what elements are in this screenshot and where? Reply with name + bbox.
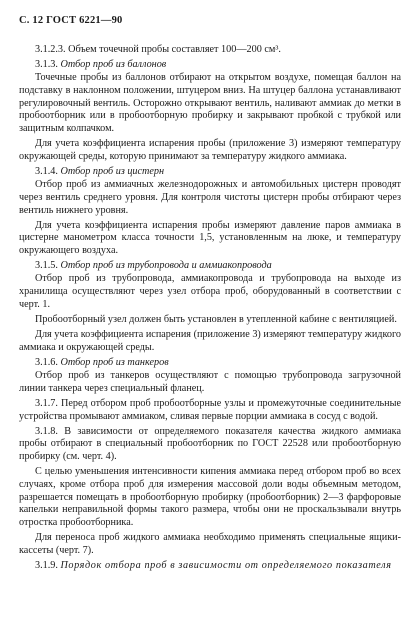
section-heading-3-1-6 (19, 357, 401, 370)
section-number: 3.1.5. (35, 260, 58, 272)
section-number: 3.1.9. (35, 559, 58, 571)
section-number: 3.1.4. (35, 166, 58, 177)
paragraph: Пробоотборный узел должен быть установлен в утепленной кабине с вентиляцией. (35, 313, 397, 325)
paragraph: Точечные пробы из баллонов отбирают на открытом воздухе, помещая баллон на подставку в наклонном положении, штуцером вниз. На штуцер баллона устанавливают регулировочный вентиль. Осторожно открывают вентиль, наливают аммиак до метки в пробоотборник или в пробоотборную пробирку и закрывают пробкой с трубкой или защитным колпачком. (19, 72, 401, 135)
page-header: С. 12 ГОСТ 6221—90 (19, 15, 123, 26)
section-heading-3-1-5 (19, 260, 401, 273)
paragraph: Отбор проб из танкеров осуществляют с помощью трубопровода загрузочной линии танкера через специальный фланец. (19, 370, 401, 394)
paragraph-3-1-2-3: 3.1.2.3. Объем точечной пробы составляет 100—200 см³. (35, 44, 281, 55)
paragraph-3-1-8: 3.1.8. В зависимости от определяемого показателя качества жидкого аммиака пробы отбирают в специальный пробоотборник по ГОСТ 22528 или пробоотборную пробирку (см. черт. 4). (19, 425, 401, 462)
paragraph: Для учета коэффициента испарения (приложение 3) измеряют температуру жидкого аммиака и окружающей среды. (19, 329, 401, 353)
section-number: 3.1.3. (35, 59, 58, 71)
paragraph: Для учета коэффициента испарения пробы (приложение 3) измеряют температуру окружающей среды, которую принимают за температуру жидкого аммиака. (19, 138, 401, 162)
section-title: Отбор проб из баллонов (60, 59, 167, 71)
section-title: Отбор проб из трубопровода и аммиакопровода (60, 260, 272, 272)
paragraph: Для учета коэффициента испарения пробы измеряют давление паров аммиака в цистерне манометром класса точности 1,5, установленным на люке, и температуру окружающего воздуха. (19, 219, 401, 257)
section-title: Отбор проб из танкеров (60, 356, 169, 368)
paragraph: С целью уменьшения интенсивности кипения аммиака перед отбором проб во всех случаях, кроме отбора проб для измерения массовой доли воды объемным методом, разрешается помещать в пробоотборную пробирку (пробоотборник) 2—3 фарфоровые капельки неправильной формы такого размера, чтобы они не проскальзывали внутрь отростка пробоотборника. (19, 466, 401, 528)
document-body (19, 44, 401, 573)
paragraph: Отбор проб из трубопровода, аммиакопровода и трубопровода на выходе из хранилища осуществляют через узел отбора проб, оборудованный в соответствии с черт. 1. (19, 273, 401, 310)
paragraph: Для переноса проб жидкого аммиака необходимо применять специальные ящики-кассеты (черт. 7). (19, 532, 401, 556)
section-number: 3.1.6. (35, 356, 58, 368)
section-title: Отбор проб из цистерн (60, 166, 165, 177)
section-heading-3-1-3 (19, 59, 401, 72)
section-heading-3-1-9 (19, 560, 401, 573)
paragraph-3-1-7: 3.1.7. Перед отбором проб пробоотборные узлы и промежуточные соединительные устройства промывают аммиаком, сливая первые порции аммиака в сосуд с водой. (19, 397, 401, 422)
section-heading-3-1-4 (19, 166, 401, 179)
paragraph: Отбор проб из аммиачных железнодорожных и автомобильных цистерн проводят через вентиль среднего уровня. Для контроля чистоты цистерн пробы отбирают через вентиль нижнего уровня. (19, 179, 401, 216)
section-title: Порядок отбора проб в зависимости от определяемого показателя (60, 559, 392, 571)
